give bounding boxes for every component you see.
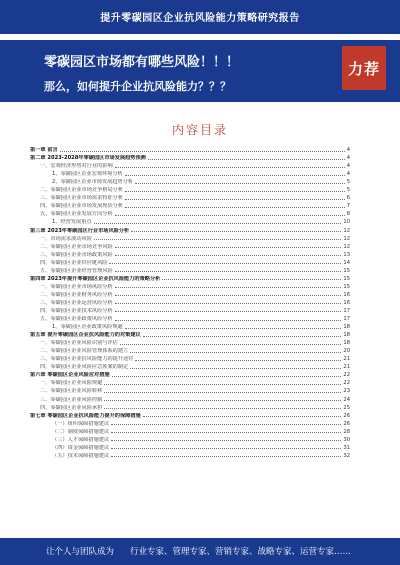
toc-entry-page: 15 xyxy=(343,267,350,274)
toc-entry-text: 第六章 零碳园区企业风险应对措施 xyxy=(30,372,110,379)
toc-entry-page: 32 xyxy=(343,452,350,459)
toc-leader-dots xyxy=(115,271,342,272)
toc-entry[interactable] xyxy=(30,145,350,153)
toc-entry-page: 6 xyxy=(346,195,350,202)
toc-entry-text: 四、零碳园区企业风险承担 xyxy=(40,404,103,411)
toc-entry-text: （五）技术保障措施建议 xyxy=(52,452,110,459)
toc-entry[interactable] xyxy=(30,193,350,201)
toc-entry[interactable] xyxy=(30,266,350,274)
toc-leader-dots xyxy=(104,384,341,385)
toc-leader-dots xyxy=(130,368,341,369)
toc-leader-dots xyxy=(143,336,342,337)
toc-leader-dots xyxy=(104,408,341,409)
toc-entry-page: 18 xyxy=(343,340,350,347)
toc-leader-dots xyxy=(111,432,341,433)
toc-entry-page: 18 xyxy=(343,324,350,331)
toc-leader-dots xyxy=(115,255,342,256)
toc-entry[interactable] xyxy=(30,322,350,330)
toc-entry[interactable] xyxy=(30,378,350,386)
toc-entry[interactable] xyxy=(30,435,350,443)
toc-entry-page: 17 xyxy=(343,316,350,323)
toc-entry[interactable] xyxy=(30,201,350,209)
toc-title: 内容目录 xyxy=(171,123,228,137)
toc-entry-page: 13 xyxy=(343,251,350,258)
toc-entry[interactable] xyxy=(30,169,350,177)
toc-entry[interactable] xyxy=(30,314,350,322)
toc-entry[interactable] xyxy=(30,394,350,402)
toc-entry-page: 20 xyxy=(343,348,350,355)
toc-leader-dots xyxy=(162,279,341,280)
toc-entry[interactable] xyxy=(30,298,350,306)
toc-entry-text: 一、宏观经济形势对行业的影响 xyxy=(40,163,113,170)
toc-leader-dots xyxy=(111,440,341,441)
toc-entry-page: 25 xyxy=(343,404,350,411)
banner-subheadline: 那么，如何提升企业抗风险能力？？？ xyxy=(44,80,231,93)
toc-entry[interactable] xyxy=(30,411,350,419)
toc-entry[interactable] xyxy=(30,282,350,290)
toc-entry-page: 21 xyxy=(343,364,350,371)
toc-leader-dots xyxy=(131,231,341,232)
toc-entry[interactable] xyxy=(30,346,350,354)
toc-leader-dots xyxy=(112,376,342,377)
toc-entry-text: 第三章 2023年零碳园区行业市场风险分析 xyxy=(30,227,130,234)
toc-leader-dots xyxy=(125,328,342,329)
toc-entry-page: 4 xyxy=(346,171,350,178)
toc-entry[interactable] xyxy=(30,185,350,193)
toc-entry[interactable] xyxy=(30,370,350,378)
footer-slogan: 让个人与团队成为 xyxy=(46,547,115,557)
toc-leader-dots xyxy=(130,352,341,353)
toc-entry[interactable] xyxy=(30,443,350,451)
toc-entry-text: 第一章 前言 xyxy=(30,147,58,154)
toc-entry-text: 1、零碳园区企业政策风险规避 xyxy=(52,324,123,331)
toc-entry-page: 12 xyxy=(343,243,350,250)
toc-entry-page: 5 xyxy=(346,179,350,186)
table-of-contents xyxy=(30,145,350,459)
toc-entry-page: 4 xyxy=(346,147,350,154)
toc-entry[interactable] xyxy=(30,306,350,314)
toc-entry[interactable] xyxy=(30,217,350,225)
toc-leader-dots xyxy=(115,295,342,296)
toc-entry[interactable] xyxy=(30,330,350,338)
toc-leader-dots xyxy=(94,223,342,224)
toc-entry[interactable] xyxy=(30,234,350,242)
toc-entry-text: 三、零碳园区企业风险控制 xyxy=(40,396,103,403)
toc-entry-page: 7 xyxy=(346,203,350,210)
toc-entry-text: 三、零碳园区企业运营风险分析 xyxy=(40,299,113,306)
toc-entry-page: 5 xyxy=(346,187,350,194)
toc-entry[interactable] xyxy=(30,419,350,427)
toc-entry[interactable] xyxy=(30,386,350,394)
toc-entry-page: 26 xyxy=(343,412,350,419)
toc-leader-dots xyxy=(148,159,345,160)
toc-entry-page: 16 xyxy=(343,291,350,298)
toc-entry-text: 三、零碳园区企业抗风险能力的提升途径 xyxy=(40,356,134,363)
toc-entry-page: 30 xyxy=(343,436,350,443)
toc-leader-dots xyxy=(115,303,342,304)
banner xyxy=(0,40,400,102)
toc-entry-page: 12 xyxy=(343,227,350,234)
toc-entry[interactable] xyxy=(30,225,350,233)
toc-entry-text: 1、经营发展重点 xyxy=(52,219,92,226)
toc-entry-page: 18 xyxy=(343,332,350,339)
toc-leader-dots xyxy=(115,167,345,168)
toc-entry-page: 14 xyxy=(343,259,350,266)
toc-entry-text: 一、零碳园区企业风险识别与评估 xyxy=(40,340,118,347)
toc-entry-page: 10 xyxy=(343,219,350,226)
banner-headline: 零碳园区市场都有哪些风险！！！ xyxy=(44,55,240,70)
toc-entry[interactable] xyxy=(30,427,350,435)
toc-entry-text: 二、零碳园区企业风险转移 xyxy=(40,388,103,395)
toc-leader-dots xyxy=(104,392,341,393)
toc-entry-text: 三、零碳园区企业市场需求特征分析 xyxy=(40,195,124,202)
toc-entry[interactable] xyxy=(30,209,350,217)
toc-leader-dots xyxy=(125,175,345,176)
toc-entry[interactable] xyxy=(30,274,350,282)
toc-leader-dots xyxy=(115,311,342,312)
toc-entry[interactable] xyxy=(30,242,350,250)
toc-leader-dots xyxy=(111,424,341,425)
toc-entry-page: 17 xyxy=(343,307,350,314)
toc-leader-dots xyxy=(125,191,345,192)
toc-entry-text: 四、零碳园区企业市场发展现状分析 xyxy=(40,203,124,210)
toc-entry[interactable] xyxy=(30,451,350,459)
toc-leader-dots xyxy=(109,263,341,264)
toc-leader-dots xyxy=(60,151,345,152)
toc-entry-text: （一）组织保障措施建议 xyxy=(52,420,110,427)
toc-entry-text: 一、零碳园区企业风险规避 xyxy=(40,380,103,387)
recommend-seal: 力荐 xyxy=(342,46,386,90)
toc-entry-text: 四、零碳园区企业技术风险分析 xyxy=(40,307,113,314)
toc-entry-text: 一、零碳园区企业市场风险分析 xyxy=(40,283,113,290)
toc-entry-page: 21 xyxy=(343,356,350,363)
toc-entry-page: 12 xyxy=(343,235,350,242)
top-header-bar xyxy=(0,0,400,34)
toc-leader-dots xyxy=(120,344,342,345)
toc-entry-page: 31 xyxy=(343,444,350,451)
toc-entry-text: 二、零碳园区企业市场竞争格局分析 xyxy=(40,187,124,194)
toc-entry[interactable] xyxy=(30,403,350,411)
toc-entry-page: 28 xyxy=(343,428,350,435)
toc-entry-text: 五、零碳园区企业发展方向分析 xyxy=(40,211,113,218)
toc-entry[interactable] xyxy=(30,338,350,346)
toc-leader-dots xyxy=(111,448,341,449)
footer-roles: 行业专家、管理专家、营销专家、战略专家、运营专家…… xyxy=(130,547,352,557)
footer-bar xyxy=(0,538,400,565)
toc-entry-text: （四）资金保障措施建议 xyxy=(52,444,110,451)
toc-entry[interactable] xyxy=(30,290,350,298)
toc-entry-text: 二、零碳园区企业财务风险分析 xyxy=(40,291,113,298)
report-title: 提升零碳园区企业抗风险能力策略研究报告 xyxy=(100,13,300,24)
toc-entry-page: 4 xyxy=(346,163,350,170)
toc-entry[interactable] xyxy=(30,153,350,161)
toc-leader-dots xyxy=(115,287,342,288)
toc-leader-dots xyxy=(115,320,342,321)
toc-entry[interactable] xyxy=(30,354,350,362)
toc-entry-text: 1、零碳园区企业宏观环境分析 xyxy=(52,171,123,178)
toc-leader-dots xyxy=(115,247,342,248)
toc-entry[interactable] xyxy=(30,258,350,266)
toc-entry-text: 五、零碳园区企业政策风险分析 xyxy=(40,316,113,323)
toc-entry-page: 22 xyxy=(343,372,350,379)
toc-entry-page: 8 xyxy=(346,211,350,218)
toc-entry[interactable] xyxy=(30,362,350,370)
toc-entry-page: 23 xyxy=(343,388,350,395)
toc-leader-dots xyxy=(135,183,345,184)
toc-entry-text: 2、零碳园区企业市场发展趋势分析 xyxy=(52,179,134,186)
toc-leader-dots xyxy=(135,360,341,361)
toc-entry-text: 第五章 提升零碳园区企业抗风险能力的对策建议 xyxy=(30,332,141,339)
toc-entry-page: 24 xyxy=(343,396,350,403)
toc-entry-text: 二、零碳园区企业市场竞争风险 xyxy=(40,243,113,250)
toc-leader-dots xyxy=(115,215,345,216)
toc-entry-page: 16 xyxy=(343,299,350,306)
toc-entry-page: 26 xyxy=(343,420,350,427)
toc-entry-page: 15 xyxy=(343,283,350,290)
toc-leader-dots xyxy=(125,207,345,208)
toc-leader-dots xyxy=(125,199,345,200)
toc-entry-text: 第二章 2023-2028年零碳园区市场发展趋势预测 xyxy=(30,155,146,162)
toc-entry[interactable] xyxy=(30,250,350,258)
toc-entry-text: 四、零碳园区企业风险应急预案的制定 xyxy=(40,364,129,371)
toc-entry-text: 一、市场需求波动风险 xyxy=(40,235,92,242)
toc-entry-page: 22 xyxy=(343,380,350,387)
toc-leader-dots xyxy=(94,239,342,240)
toc-entry[interactable] xyxy=(30,177,350,185)
toc-leader-dots xyxy=(104,400,341,401)
toc-entry-text: 第四章 2023年提升零碳园区企业抗风险能力的策略分析 xyxy=(30,275,161,282)
toc-entry-text: 四、零碳园区企业供应链风险 xyxy=(40,259,108,266)
toc-entry-page: 4 xyxy=(346,155,350,162)
toc-entry-page: 15 xyxy=(343,275,350,282)
toc-leader-dots xyxy=(143,416,342,417)
toc-entry[interactable] xyxy=(30,161,350,169)
toc-entry-text: （三）人才保障措施建议 xyxy=(52,436,110,443)
toc-entry-text: 二、零碳园区企业风险管理体系的建立 xyxy=(40,348,129,355)
toc-entry-text: 五、零碳园区企业经营管理风险 xyxy=(40,267,113,274)
toc-entry-text: 第七章 零碳园区企业抗风险能力提升的保障措施 xyxy=(30,412,141,419)
toc-entry-text: （二）制度保障措施建议 xyxy=(52,428,110,435)
toc-entry-text: 三、零碳园区企业市场政策风险 xyxy=(40,251,113,258)
toc-leader-dots xyxy=(111,456,341,457)
